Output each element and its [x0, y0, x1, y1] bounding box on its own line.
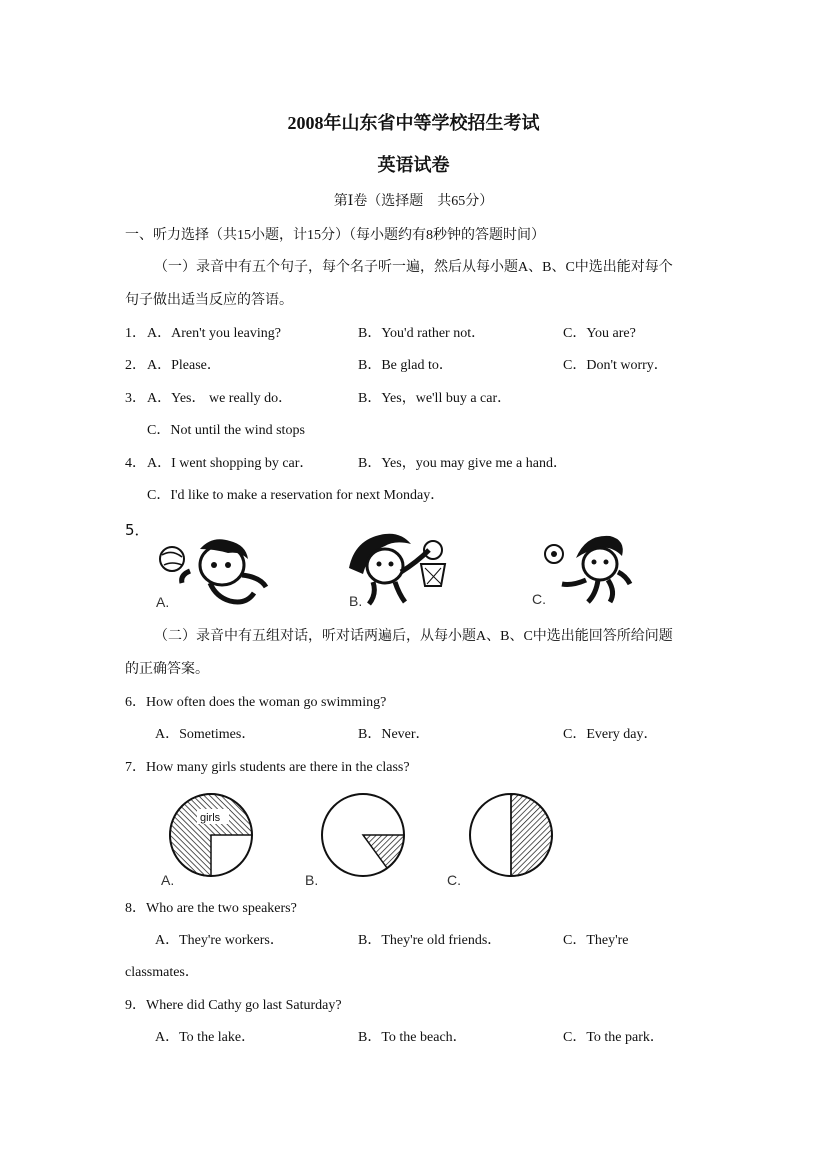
q1-number: 1． [125, 326, 146, 341]
q7-pie-charts [155, 790, 595, 890]
section-title: 第Ⅰ卷（选择题 共65分） [333, 194, 494, 209]
q1-option-b: B．You'd rather not． [358, 326, 486, 341]
q8-option-c-cont: classmates． [125, 965, 199, 980]
q9-option-c: C．To the park． [563, 1030, 664, 1045]
q8-option-c: C．They're [563, 933, 629, 948]
q2-option-a: A．Please． [147, 358, 221, 373]
q4-option-a: A．I went shopping by car． [147, 456, 314, 471]
mascot-figure [367, 549, 403, 583]
q7-label-b: B. [305, 872, 319, 888]
q4-option-b: B．Yes，you may give me a hand． [358, 456, 567, 471]
q2-option-c: C．Don't worry． [563, 358, 668, 373]
part1-heading: 一、听力选择（共15小题，计15分）（每小题约有8秒钟的答题时间） [125, 228, 545, 243]
q7-pie-b [305, 794, 404, 888]
q7-stem: 7．How many girls students are there in the class? [125, 760, 410, 775]
q9-option-b: B．To the beach． [358, 1030, 467, 1045]
q1-option-c: C．You are? [563, 326, 636, 341]
q3-option-b: B．Yes，we'll buy a car． [358, 391, 512, 406]
q5-picture-c [526, 528, 636, 610]
exam-title: 2008年山东省中等学校招生考试 [287, 113, 540, 133]
q9-option-a: A．To the lake． [155, 1030, 256, 1045]
q4-option-c: C．I'd like to make a reservation for next Monday． [147, 488, 445, 503]
q3-option-c: C．Not until the wind stops [147, 423, 305, 438]
q7-pie-a [161, 794, 252, 888]
q6-option-c: C．Every day． [563, 727, 658, 742]
sub1-intro-line1: （一）录音中有五个句子，每个名子听一遍，然后从每小题A、B、C中选出能对每个 [154, 260, 673, 275]
q5-label-b: B. [349, 593, 363, 609]
sub1-intro-line2: 句子做出适当反应的答语。 [125, 293, 293, 308]
q3-option-a: A．Yes． we really do． [147, 391, 293, 406]
q5-label-a: A. [156, 594, 170, 610]
q5-number: 5． [125, 521, 150, 539]
q8-option-a: A．They're workers． [155, 933, 284, 948]
basket-hoop-icon [421, 564, 445, 586]
q7-label-a: A. [161, 872, 175, 888]
q1-option-a: A．Aren't you leaving? [147, 326, 281, 341]
q4-number: 4． [125, 456, 146, 471]
sub2-intro-line2: 的正确答案。 [125, 662, 209, 677]
q7-pie-c [447, 794, 552, 888]
q2-option-b: B．Be glad to． [358, 358, 453, 373]
q7-label-c: C. [447, 872, 461, 888]
exam-subtitle: 英语试卷 [377, 155, 450, 175]
q6-option-b: B．Never． [358, 727, 430, 742]
q5-picture-b [345, 528, 455, 610]
q5-label-c: C. [532, 591, 546, 607]
q9-stem: 9．Where did Cathy go last Saturday? [125, 998, 342, 1013]
mascot-figure [583, 548, 617, 580]
q6-stem: 6．How often does the woman go swimming? [125, 695, 387, 710]
q3-number: 3． [125, 391, 146, 406]
q8-stem: 8．Who are the two speakers? [125, 901, 297, 916]
q5-picture-a [150, 535, 280, 613]
q2-number: 2． [125, 358, 146, 373]
pie-girls-label: girls [200, 812, 221, 824]
q8-option-b: B．They're old friends． [358, 933, 502, 948]
volleyball-icon [160, 547, 184, 571]
sub2-intro-line1: （二）录音中有五组对话，听对话两遍后，从每小题A、B、C中选出能回答所给问题 [154, 629, 673, 644]
q6-option-a: A．Sometimes． [155, 727, 256, 742]
